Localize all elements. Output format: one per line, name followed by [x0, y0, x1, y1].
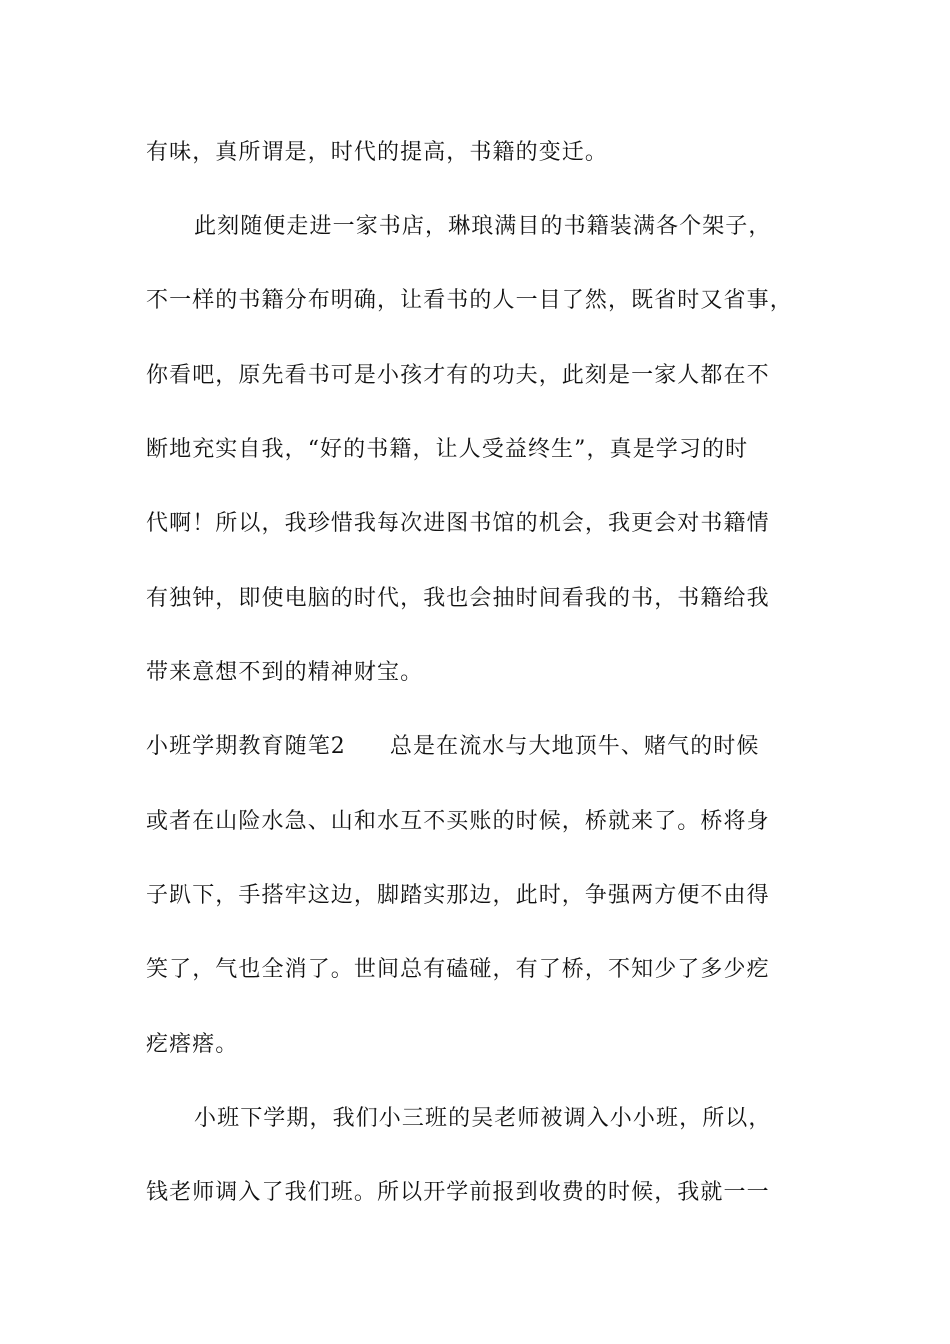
text-line: 代啊！所以，我珍惜我每次进图书馆的机会，我更会对书籍情 — [146, 511, 770, 536]
text-line: 疙瘩瘩。 — [146, 1032, 239, 1057]
section-heading: 小班学期教育随笔2 — [146, 734, 346, 759]
paragraph-start-line: 小班下学期，我们小三班的吴老师被调入小小班，所以， — [194, 1106, 772, 1131]
text-line: 或者在山险水急、山和水互不买账的时候，桥就来了。桥将身 — [146, 809, 770, 834]
text-line: 笑了，气也全消了。世间总有磕碰，有了桥，不知少了多少疙 — [146, 957, 770, 982]
text-line: 有味，真所谓是，时代的提高，书籍的变迁。 — [146, 140, 609, 165]
text-line: 断地充实自我，“好的书籍，让人受益终生”，真是学习的时 — [146, 437, 749, 462]
section-heading-line — [146, 732, 760, 762]
text-line: 不一样的书籍分布明确，让看书的人一目了然，既省时又省事， — [146, 288, 793, 313]
text-line: 带来意想不到的精神财宝。 — [146, 660, 424, 685]
text-line: 你看吧，原先看书可是小孩才有的功夫，此刻是一家人都在不 — [146, 363, 770, 388]
text-line: 有独钟，即使电脑的时代，我也会抽时间看我的书，书籍给我 — [146, 586, 770, 611]
text-line: 子趴下，手搭牢这边，脚踏实那边，此时，争强两方便不由得 — [146, 883, 770, 908]
text-line: 钱老师调入了我们班。所以开学前报到收费的时候，我就一一 — [146, 1180, 770, 1205]
text-line: 总是在流水与大地顶牛、赌气的时候 — [389, 734, 760, 759]
paragraph-start-line: 此刻随便走进一家书店，琳琅满目的书籍装满各个架子， — [194, 214, 772, 239]
